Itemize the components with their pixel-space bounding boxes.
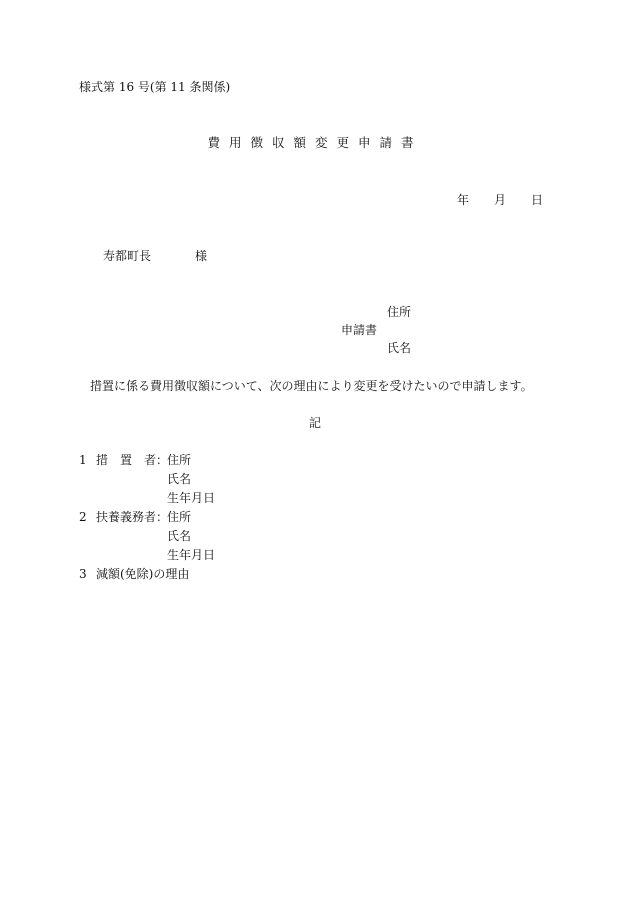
- item-number: 1: [79, 453, 87, 467]
- item-number: 3: [79, 567, 87, 581]
- addressee-honorific: 様: [195, 249, 208, 263]
- date-line: [457, 193, 543, 207]
- item-label: 措 置 者：: [96, 453, 169, 467]
- applicant-label: 申請書: [341, 323, 378, 337]
- applicant-name-label: 氏名: [387, 341, 412, 355]
- addressee-name: 寿都町長: [103, 249, 152, 263]
- item-label: 扶養義務者：: [96, 510, 169, 524]
- addressee: [103, 249, 207, 263]
- applicant-address-label: 住所: [387, 305, 412, 319]
- ki-heading: 記: [308, 416, 321, 430]
- item-field: 氏名: [167, 472, 192, 486]
- date-month: 月: [494, 193, 507, 207]
- item-label: 減額(免除)の理由: [96, 567, 190, 581]
- body-text: 措置に係る費用徴収額について、次の理由により変更を受けたいので申請します。: [90, 379, 533, 393]
- date-day: 日: [531, 193, 544, 207]
- item-field: 住所: [167, 510, 192, 524]
- item-field: 生年月日: [167, 548, 216, 562]
- item-number: 2: [79, 510, 87, 524]
- document-title: 費用徴収額変更申請書: [207, 135, 423, 150]
- item-field: 生年月日: [167, 491, 216, 505]
- item-field: 住所: [167, 453, 192, 467]
- item-field: 氏名: [167, 529, 192, 543]
- form-number: 様式第 16 号(第 11 条関係): [79, 80, 231, 94]
- date-year: 年: [457, 193, 470, 207]
